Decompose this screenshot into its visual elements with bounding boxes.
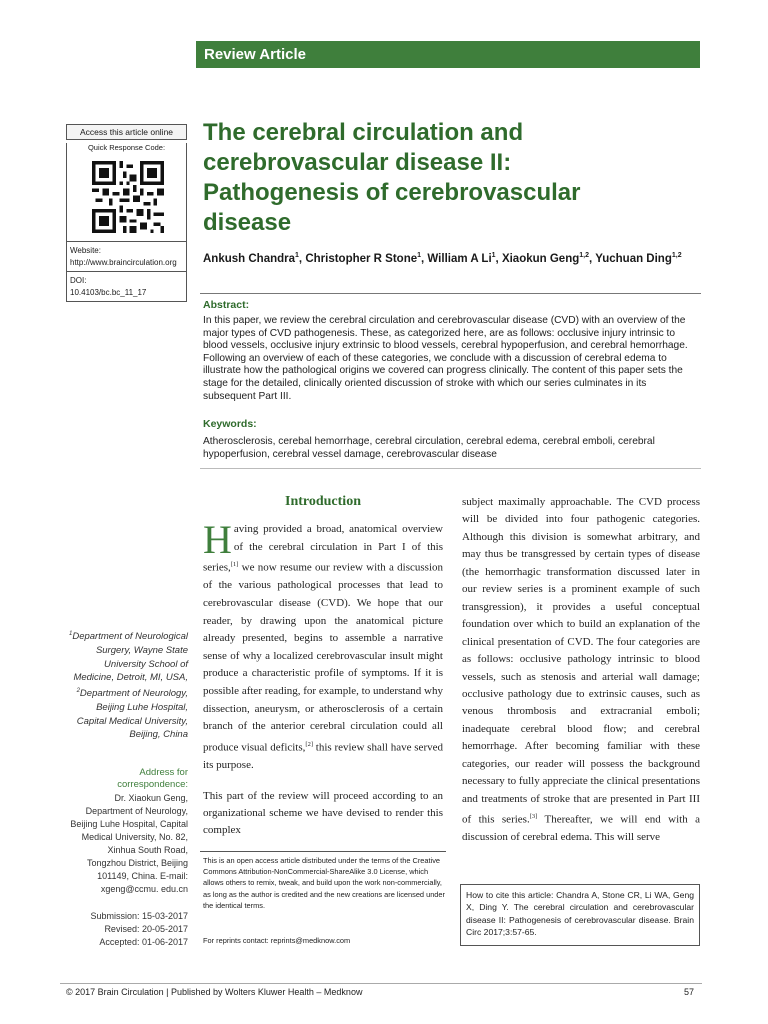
- article-type-banner: Review Article: [196, 41, 700, 68]
- affil-marker: 1: [69, 631, 73, 637]
- abstract-text: In this paper, we review the cerebral circulation and cerebrovascular disease (CVD) with an overview of the major types of CVD pathogenesis. These, as categorized here, are as follows: occlusive injury intrinsic to blood vessels, occlusive injury extrinsic to blood vessels, cerebral hypoperfusion, and cerebral hemorrhage. Following an overview of each of these categories, we conclude with a discussion of cerebral edema to illustrate how the pathological origins we covered can progress clinically. The content of this paper sets the stage for the detailed, clinically oriented discussion of stroke with which our series culminates in its subsequent Part III.: [203, 315, 688, 402]
- author-affil: 1: [417, 252, 422, 259]
- license-divider: [200, 851, 446, 852]
- qr-label: Quick Response Code:: [87, 143, 166, 152]
- footer-copyright: © 2017 Brain Circulation | Published by Wolters Kluwer Health – Medknow: [66, 987, 363, 997]
- correspondence-text: Dr. Xiaokun Geng, Department of Neurology, Beijing Luhe Hospital, Capital Medical University, No. 82, Xinhua South Road, Tongzhou District, Beijing 101149, China. E-mail: xgeng@ccmu. edu.cn: [70, 793, 188, 894]
- page-number: 57: [684, 987, 695, 997]
- drop-cap: H: [203, 517, 232, 562]
- how-to-cite-box: How to cite this article: Chandra A, Stone CR, Li WA, Geng X, Ding Y. The cerebral circulation and cerebrovascular disease II: Pathogenesis of cerebrovascular disease. Brain Circ 2017;3:57-65.: [460, 884, 700, 946]
- citation-ref[interactable]: [2]: [305, 740, 313, 748]
- keywords-label: Keywords:: [203, 418, 257, 430]
- author-affil: 1,2: [579, 252, 589, 259]
- author-affil: 1,2: [671, 252, 682, 259]
- affil-marker: 2: [76, 687, 80, 694]
- license-notice: This is an open access article distributed under the terms of the Creative Commons Attribution-NonCommercial-ShareAlike 3.0 License, which allows others to remix, tweak, and build upon the work non-commercially, as long as the author is credited and the new creations are licensed under the identical terms.: [203, 856, 445, 910]
- col2-text-a: subject maximally approachable. The CVD process will be divided into four pathogenic categories. Although this division is somewhat arbitrary, and may thus be transgressed by certain types of disease (the hemorrhagic transformation discussed later in our review series is a prominent example of such transgression), it provides a useful conceptual foundation over which to build an explanation of the clinical presentation of CVD. The four categories are as follows: occlusive pathology intrinsic to blood vessels, such as stenosis and arterial wall damage; occlusive pathology due to extrinsic causes, such as venous thrombosis and extracranial emboli; inadequate cerebral blood flow; and cerebral hemorrhage. After becoming familiar with these categories, our reader will possess the background necessary to fully appreciate the clinical presentations and treatments of stroke that are presented in Part III of this series.: [462, 496, 700, 826]
- doi-section: [66, 272, 187, 302]
- abstract-label: Abstract:: [203, 299, 250, 311]
- intro-text-c: this review shall have served its purpose.: [203, 741, 443, 772]
- author-name: William A Li: [427, 252, 492, 265]
- author-name: Yuchuan Ding: [595, 252, 672, 265]
- intro-column-2: [462, 494, 700, 847]
- access-article-box: [66, 124, 187, 302]
- author-name: Ankush Chandra: [203, 252, 296, 265]
- article-dates: [68, 910, 188, 949]
- website-label: Website:: [70, 246, 101, 255]
- author-name: Christopher R Stone: [305, 252, 418, 265]
- website-link[interactable]: http://www.braincirculation.org: [70, 258, 177, 267]
- intro-paragraph-1: [203, 517, 443, 775]
- author-affil: 1: [295, 252, 299, 259]
- introduction-heading: Introduction: [285, 494, 361, 509]
- affiliations: [68, 628, 188, 742]
- doi-value[interactable]: 10.4103/bc.bc_11_17: [70, 288, 147, 297]
- author-affil: 1: [491, 252, 496, 259]
- author-name: Xiaokun Geng: [501, 252, 580, 265]
- affiliation-2: Department of Neurology, Beijing Luhe Hospital, Capital Medical University, Beijing, China: [76, 688, 188, 741]
- affiliation-1: Department of Neurological Surgery, Wayne State University School of Medicine, Detroit, MI, USA,: [72, 631, 188, 684]
- citation-ref[interactable]: [1]: [230, 561, 239, 569]
- website-section: [66, 242, 187, 272]
- qr-code-icon[interactable]: [92, 161, 164, 233]
- citation-ref[interactable]: [3]: [529, 813, 538, 821]
- revised-date: Revised: 20-05-2017: [104, 924, 188, 934]
- intro-paragraph-2: This part of the review will proceed according to an organizational scheme we have devised to render this complex: [203, 790, 443, 837]
- access-online-label: Access this article online: [66, 124, 187, 140]
- accepted-date: Accepted: 01-06-2017: [99, 937, 188, 947]
- correspondence-label: Address for correspondence:: [117, 767, 188, 790]
- abstract-divider: [200, 293, 701, 294]
- intro-text-b: we now resume our review with a discussion of the various pathological processes that lead to cerebrovascular disease (CVD). We hope that our reader, by drawing upon the anatomical picture already presented, begins to assemble a narrative sense of why a localized cerebrovascular insult might produce a characteristic profile of symptoms. If it is possible after reading, for example, to understand why dissection, aneurysm, or atherosclerosis of a certain branch of the anterior cerebral circulation could all produce visual deficits,: [203, 561, 443, 754]
- qr-section: [66, 143, 187, 242]
- reprints-contact: For reprints contact: reprints@medknow.com: [203, 936, 351, 945]
- keywords-text: Atherosclerosis, cerebal hemorrhage, cerebral circulation, cerebral edema, cerebral emboli, cerebral hypoperfusion, cerebral vessel damage, cerebrovascular disease: [203, 436, 655, 460]
- author-list: Ankush Chandra$^1$, Christopher R Stone$^1$, William A Li$^1$, Xiaokun Geng$^{1,2}$, Yuchuan Ding$^{1,2}$: [203, 252, 682, 265]
- submission-date: Submission: 15-03-2017: [90, 911, 188, 921]
- col2-text-b: Thereafter, we will end with a discussion of cerebral edema. This will serve: [462, 813, 700, 844]
- doi-label: DOI:: [70, 276, 87, 285]
- article-title: The cerebral circulation and cerebrovascular disease II: Pathogenesis of cerebrovascular disease: [203, 119, 581, 236]
- footer-divider: [60, 983, 702, 984]
- keywords-divider: [200, 468, 701, 469]
- intro-text-a: aving provided a broad, anatomical overview of the cerebral circulation in Part I of this series,: [203, 523, 443, 574]
